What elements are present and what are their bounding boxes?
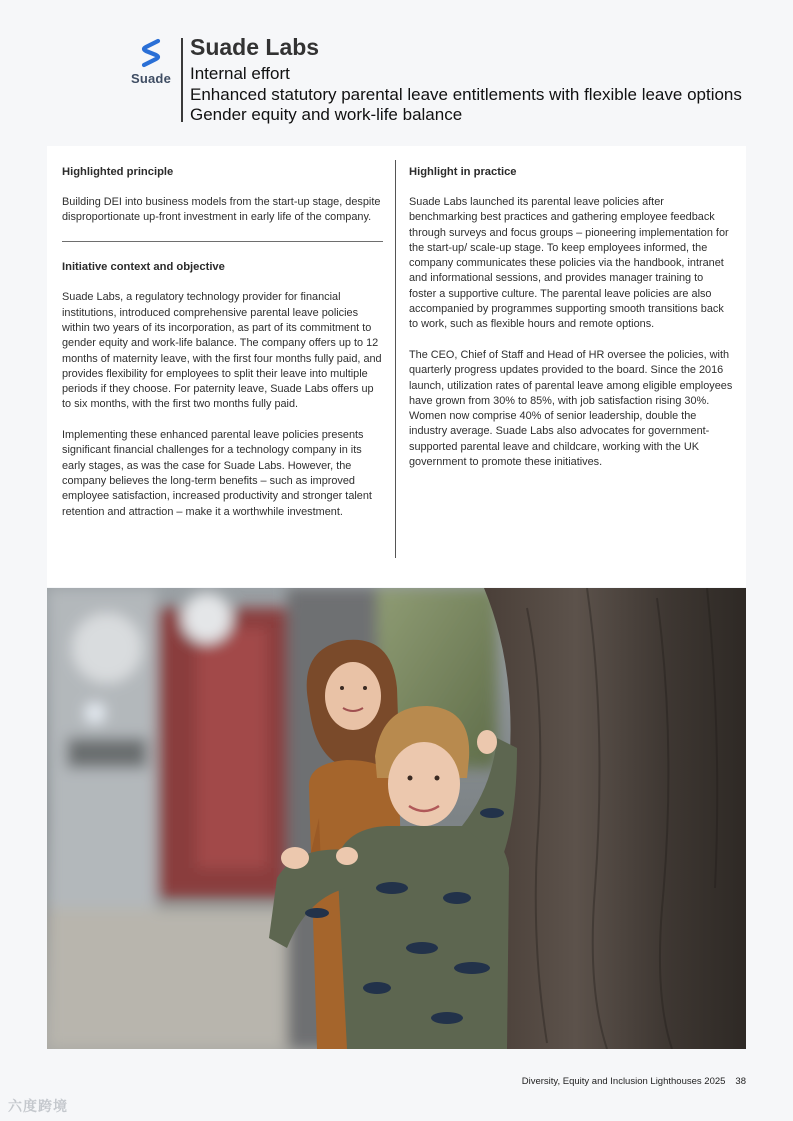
principle-text: Building DEI into business models from the start-up stage, despite disproportionate up-front investment in early life of the company. — [62, 196, 381, 224]
context-paragraph-2: Implementing these enhanced parental leave policies presents significant financial challenges for a technology company in its early stages, as was the case for Suade Labs. However, the company believes the long-term benefits – such as improved employee satisfaction, increased productivity and stronger talent retention and attraction – make it a worthwhile investment. — [62, 429, 372, 518]
page-footer — [522, 1076, 746, 1087]
header-line-theme: Gender equity and work-life balance — [190, 105, 463, 124]
photo-illustration — [47, 588, 746, 1049]
suade-logo — [128, 38, 174, 94]
principle-heading: Highlighted principle — [62, 166, 174, 178]
left-column — [62, 165, 384, 535]
page-number: 38 — [735, 1076, 746, 1087]
context-paragraph-1: Suade Labs, a regulatory technology provider for financial institutions, introduced comprehensive parental leave policies within two years of its incorporation, as part of its commitment to gender equity and work-life balance. The company offers up to 12 months of maternity leave, with the first four months fully paid, and provides flexibility for employees to split their leave into multiple periods if they choose. For paternity leave, Suade Labs offers up to six months, with the first two months fully paid. — [62, 291, 382, 411]
content-card — [47, 146, 746, 587]
logo-wordmark: Suade — [130, 71, 171, 86]
company-title: Suade Labs — [190, 34, 320, 60]
report-title: Diversity, Equity and Inclusion Lighthouses 2025 — [521, 1076, 726, 1087]
practice-paragraph-1: Suade Labs launched its parental leave policies after benchmarking best practices and gathering employee feedback through surveys and focus groups – pioneering implementation for the start-up/ scale-up stage. To keep employees informed, the company communicates these policies via the handbook, intranet and informational sessions, and provides manager training to foster a supportive culture. The parental leave policies are also accompanied by programmes supporting smooth transitions back to work, such as flexible hours and remote options. — [409, 196, 729, 331]
column-divider — [395, 160, 396, 558]
header-line-effort: Internal effort — [190, 64, 290, 83]
header-line-initiative: Enhanced statutory parental leave entitlements with flexible leave options — [190, 84, 742, 104]
context-heading: Initiative context and objective — [62, 261, 225, 274]
practice-heading: Highlight in practice — [409, 166, 517, 178]
watermark: 六度跨境 — [8, 1098, 68, 1114]
header-block — [190, 33, 742, 126]
practice-paragraph-2: The CEO, Chief of Staff and Head of HR oversee the policies, with quarterly progress updates provided to the board. Since the 2016 launch, utilization rates of parental leave among eligible employees have grown from 30% to 85%, with job satisfaction rising 30%. Women now comprise 40% of senior leadership, double the industry average. Suade Labs also advocates for government-supported parental leave and childcare, working with the UK government to promote these initiatives. — [409, 348, 733, 469]
section-divider — [62, 241, 383, 243]
suade-logo-mark-icon — [139, 38, 163, 68]
children-photo — [47, 588, 746, 1049]
right-column — [409, 165, 733, 486]
header-divider — [181, 38, 183, 122]
